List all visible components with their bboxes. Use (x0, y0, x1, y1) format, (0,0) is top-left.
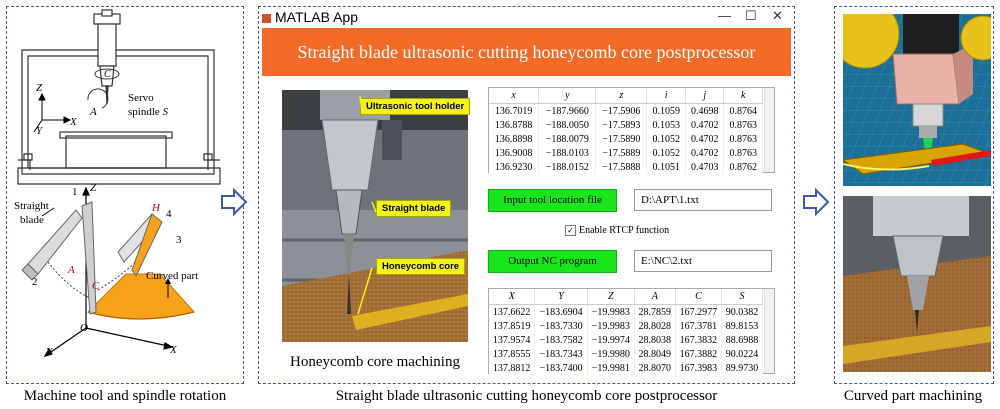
table-row[interactable]: 136.9230 −188.0152 −17.5888 0.1051 0.4703 0.8762 (489, 160, 763, 174)
table-row[interactable]: 137.9574 −183.7582 −19.9974 28.8038 167.3832 88.6988 (489, 333, 763, 347)
col-header: k (724, 88, 763, 104)
col-header: Z (587, 289, 634, 305)
app-banner: Straight blade ultrasonic cutting honeycomb core postprocessor (262, 28, 791, 76)
table-row[interactable]: 137.8812 −183.7400 −19.9981 28.8070 167.3983 89.9730 (489, 361, 763, 375)
col-header: i (647, 88, 686, 104)
servo-label-1: Servo (128, 92, 154, 104)
curved-part-label: Curved part (146, 270, 199, 282)
axis-y-bottom-label: Y (46, 346, 53, 358)
photo-caption: Honeycomb core machining (290, 354, 460, 370)
arrow-right-icon (218, 188, 250, 216)
col-header: A (634, 289, 675, 305)
axis-x-top-label: X (70, 116, 77, 128)
output-path-field[interactable]: E:\NC\2.txt (634, 250, 772, 272)
simulation-render (843, 14, 991, 186)
straight-blade-label-1: Straight (14, 200, 49, 212)
servo-label-2: spindle S (128, 106, 169, 118)
table-scrollbar[interactable] (764, 289, 774, 373)
spindle (94, 10, 120, 104)
axis-x-bottom-label: X (170, 344, 177, 356)
tag-honeycomb-core: Honeycomb core (376, 258, 465, 275)
nc-program-table[interactable] (488, 288, 775, 374)
table-row[interactable]: 137.8519 −183.7330 −19.9983 28.8028 167.3781 89.8153 (489, 319, 763, 333)
c-angle-label: C (92, 280, 100, 292)
gantry-frame (18, 50, 220, 184)
blade-num-4: 4 (166, 208, 172, 220)
col-header: j (685, 88, 724, 104)
col-header: S (722, 289, 763, 305)
h-label: H (152, 202, 160, 214)
tool-location-table[interactable] (488, 87, 775, 173)
a-angle-label: A (68, 264, 75, 276)
tag-straight-blade: Straight blade (376, 200, 451, 217)
tool-location-grid (489, 88, 763, 174)
rot-a-top-label: A (90, 106, 97, 118)
input-tool-location-button[interactable]: Input tool location file (488, 189, 617, 212)
matlab-icon (262, 14, 271, 23)
blade-num-2: 2 (32, 276, 38, 288)
col-header: X (489, 289, 535, 305)
check-icon: ✓ (565, 225, 576, 236)
table-row[interactable]: 137.6622 −183.6904 −19.9983 28.7859 167.2977 90.0382 (489, 305, 763, 320)
machining-photo-right (843, 196, 991, 372)
table-row[interactable]: 136.8898 −188.0079 −17.5890 0.1052 0.4702 0.8763 (489, 132, 763, 146)
nc-program-grid (489, 289, 763, 375)
tag-tool-holder: Ultrasonic tool holder (360, 98, 470, 115)
blade-num-3: 3 (176, 234, 182, 246)
table-scrollbar[interactable] (764, 88, 774, 172)
col-header: C (675, 289, 721, 305)
minimize-button[interactable]: — (718, 8, 731, 23)
col-header: y (539, 88, 596, 104)
close-button[interactable]: ✕ (772, 8, 783, 23)
table-row[interactable]: 137.8555 −183.7343 −19.9980 28.8049 167.3882 90.0224 (489, 347, 763, 361)
axis-z-top-label: Z (36, 82, 43, 94)
caption-left: Machine tool and spindle rotation (23, 388, 227, 404)
axis-y-top-label: Y (36, 125, 43, 137)
caption-right: Curved part machining (843, 388, 983, 404)
machine-tool-diagram (8, 8, 242, 382)
caption-middle: Straight blade ultrasonic cutting honeycomb core postprocessor (335, 388, 718, 404)
blade-num-1: 1 (72, 186, 78, 198)
axis-z-bottom-label: Z (90, 182, 97, 194)
maximize-button[interactable]: ☐ (745, 8, 757, 23)
rot-c-top-label: C (104, 69, 111, 80)
input-path-field[interactable]: D:\APT\1.txt (634, 189, 772, 211)
col-header: z (596, 88, 647, 104)
col-header: x (489, 88, 539, 104)
output-nc-button[interactable]: Output NC program (488, 250, 617, 273)
tag-leaders (282, 90, 468, 342)
origin-label: O (80, 322, 88, 334)
col-header: Y (535, 289, 588, 305)
table-row[interactable]: 136.9008 −188.0103 −17.5889 0.1052 0.4702 0.8763 (489, 146, 763, 160)
table-row[interactable]: 136.7019 −187.9660 −17.5906 0.1059 0.4698 0.8764 (489, 104, 763, 119)
window-title: MATLAB App (262, 9, 358, 25)
arrow-right-icon (800, 188, 832, 216)
rtcp-checkbox[interactable]: ✓ Enable RTCP function (565, 225, 669, 236)
table-row[interactable]: 136.8788 −188.0050 −17.5893 0.1053 0.4702 0.8763 (489, 118, 763, 132)
straight-blade-label-2: blade (20, 214, 44, 226)
